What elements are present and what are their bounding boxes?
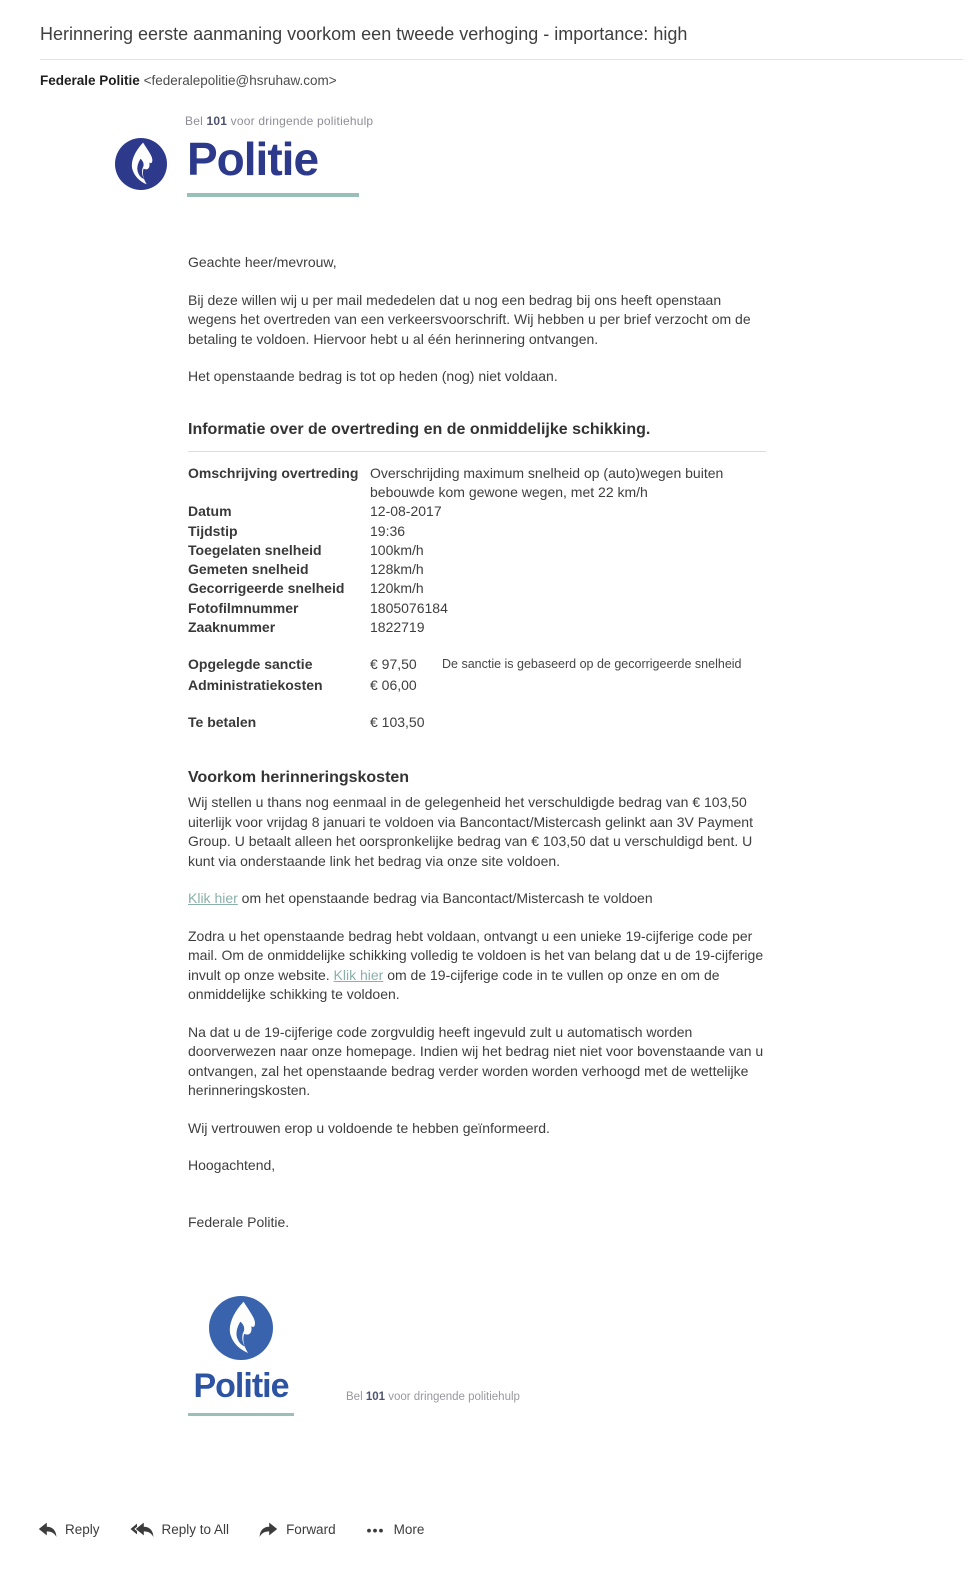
reply-all-label: Reply to All (161, 1522, 230, 1538)
section-title: Informatie over de overtreding en de onmiddelijke schikking. (188, 420, 766, 452)
logo-underline (187, 193, 359, 197)
tagline-prefix: Bel (185, 113, 203, 128)
table-row (188, 560, 766, 579)
reply-all-button[interactable] (130, 1522, 230, 1538)
row-value: 19:36 (370, 522, 406, 539)
table-row (188, 599, 766, 618)
emergency-tagline-top (185, 114, 971, 128)
sanction-note: De sanctie is gebaseerd op de gecorrigeerde snelheid (442, 657, 742, 672)
reply-icon (38, 1522, 57, 1538)
header-divider (40, 59, 963, 60)
paragraph: Wij stellen u thans nog eenmaal in de gelegenheid het verschuldigde bedrag van € 103,50 uiterlijk voor vrijdag 8 januari te voldoen via Bancontact/Mistercash gelinkt aan 3V Payment Group. U betaalt alleen het oorspronkelijke bedrag van € 103,50 dat u verschuldigd bent. U kunt via onderstaande link het bedrag via onze site voldoen. (188, 794, 753, 869)
emergency-tagline-bottom (346, 1391, 520, 1403)
forward-label: Forward (286, 1522, 336, 1538)
reminder-title: Voorkom herinneringskosten (188, 769, 410, 787)
row-label: Toegelaten snelheid (188, 541, 322, 558)
row-value: € 97,50 (370, 656, 417, 673)
email-body (188, 253, 766, 1232)
closing-line: Wij vertrouwen erop u voldoende te hebben geïnformeerd. (188, 1119, 550, 1136)
tagline-suffix: voor dringende politiehulp (230, 113, 374, 128)
tagline-number: 101 (206, 113, 228, 128)
row-label: Datum (188, 503, 232, 520)
row-label: Tijdstip (188, 522, 238, 539)
tagline-prefix: Bel (346, 1390, 363, 1403)
flame-icon (209, 1296, 273, 1360)
paragraph: Bij deze willen wij u per mail mededelen dat u nog een bedrag bij ons heeft openstaan wegens het overtreden van een verkeersvoorschrift. Wij hebben u per brief verzocht om de betaling te voldoen. Hiervoor hebt u al één herinnering ontvangen. (188, 291, 751, 347)
row-value: 1805076184 (370, 599, 448, 616)
klik-hier-link-code[interactable]: Klik hier (333, 966, 384, 983)
paragraph: Na dat u de 19-cijferige code zorgvuldig heeft ingevuld zult u automatisch worden doorverwezen naar onze homepage. Indien wij het bedrag niet niet voor bovenstaande van u ontvangen, zal het openstaande bedrag verder worden worden verhoogd met de wettelijke herinneringskosten. (188, 1023, 764, 1099)
politie-logo-bottom (188, 1296, 294, 1416)
row-value: Overschrijding maximum snelheid op (auto)wegen buiten bebouwde kom gewone wegen, met 22 km/h (370, 464, 724, 500)
table-row (188, 618, 766, 637)
row-label: Fotofilmnummer (188, 599, 299, 616)
row-label: Administratiekosten (188, 676, 323, 693)
row-label: Zaaknummer (188, 619, 276, 636)
row-value: 12-08-2017 (370, 503, 442, 520)
politie-wordmark: Politie (187, 132, 319, 185)
forward-button[interactable] (259, 1522, 336, 1538)
row-label: Gecorrigeerde snelheid (188, 580, 345, 597)
more-button[interactable] (366, 1522, 425, 1538)
row-label: Omschrijving overtreding (188, 464, 359, 481)
sender-row (40, 73, 971, 88)
politie-wordmark: Politie (193, 1367, 289, 1406)
row-value: 128km/h (370, 561, 424, 578)
table-row (188, 541, 766, 560)
more-icon (366, 1522, 386, 1538)
paragraph (188, 927, 766, 1005)
paragraph: Het openstaande bedrag is tot op heden (nog) niet voldaan. (188, 368, 558, 385)
paragraph-text: om de 19-cijferige code in te vullen op onze en om de onmiddelijke schikking te voldoen. (188, 966, 720, 1003)
sender-name: Federale Politie (40, 72, 140, 88)
link-line-text: om het openstaande bedrag via Bancontact/Mistercash te voldoen (237, 890, 653, 907)
politie-logo-top (115, 132, 971, 198)
more-label: More (393, 1522, 425, 1538)
table-row (188, 522, 766, 541)
tagline-suffix: voor dringende politiehulp (388, 1390, 520, 1403)
violation-table (188, 452, 766, 733)
signature: Federale Politie. (188, 1213, 290, 1230)
flame-icon (115, 138, 167, 190)
mail-action-toolbar (38, 1522, 971, 1538)
closing-salutation: Hoogachtend, (188, 1157, 276, 1174)
row-label: Te betalen (188, 713, 257, 730)
row-label: Gemeten snelheid (188, 561, 309, 578)
reply-label: Reply (65, 1522, 100, 1538)
table-row (188, 502, 766, 521)
reply-button[interactable] (38, 1522, 100, 1538)
table-row (188, 464, 766, 503)
email-subject: Herinnering eerste aanmaning voorkom een tweede verhoging - importance: high (40, 24, 688, 44)
reply-all-icon (130, 1522, 154, 1538)
table-row (188, 676, 766, 695)
row-value: 100km/h (370, 541, 424, 558)
row-label: Opgelegde sanctie (188, 656, 313, 673)
greeting: Geachte heer/mevrouw, (188, 254, 337, 271)
tagline-number: 101 (365, 1390, 386, 1403)
table-row (188, 579, 766, 598)
row-value: € 06,00 (370, 676, 417, 693)
footer (188, 1296, 971, 1416)
table-row (188, 713, 766, 732)
table-row (188, 655, 766, 675)
row-value: 1822719 (370, 619, 425, 636)
paragraph-text: Zodra u het openstaande bedrag hebt voldaan, ontvangt u een unieke 19-cijferige code per mail. Om de onmiddelijke schikking volledig te voldoen is het van belang dat u de 19-cijferige invult op onze website. (188, 927, 764, 983)
forward-icon (259, 1522, 278, 1538)
logo-underline (188, 1413, 294, 1416)
payment-link-line (188, 889, 766, 909)
row-value: 120km/h (370, 580, 424, 597)
sender-address: <federalepolitie@hsruhaw.com> (143, 72, 337, 88)
klik-hier-link-payment[interactable]: Klik hier (188, 890, 238, 907)
row-value: € 103,50 (370, 713, 425, 730)
